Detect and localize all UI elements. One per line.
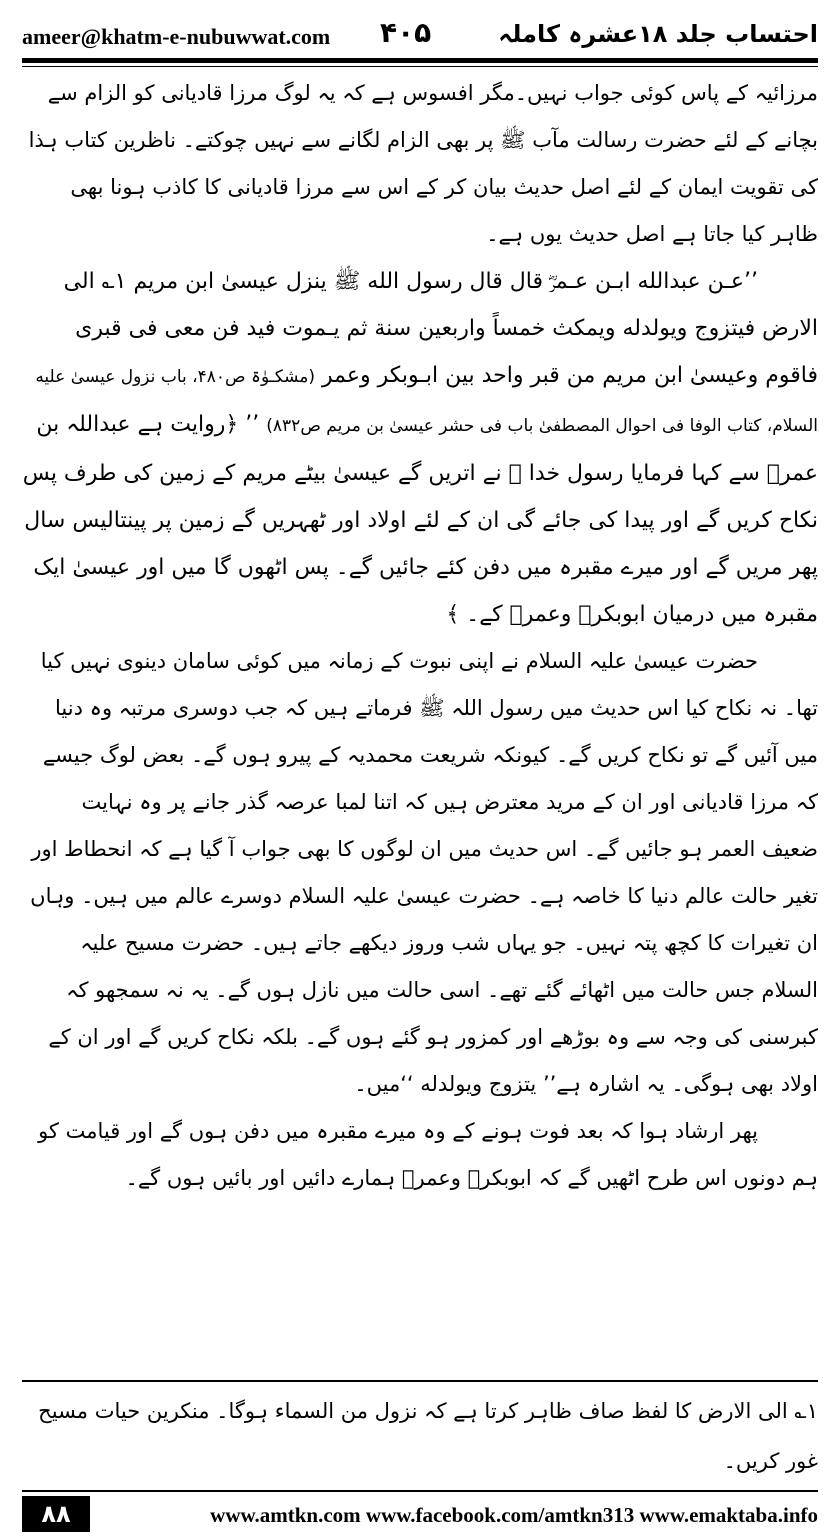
ornament-close-icon: ﴾ xyxy=(446,602,460,627)
page-header xyxy=(22,10,818,62)
header-rule-thin xyxy=(22,66,818,67)
paragraph-burial: پھر ارشاد ہوا کہ بعد فوت ہونے کے وہ میرے مقبرہ میں دفن ہوں گے اور قیامت کو ہم دونوں اس طرح اٹھیں گے کہ ابوبکرؓ وعمرؓ ہمارے دائیں اور بائیں ہوں گے۔ xyxy=(38,1119,818,1190)
header-title: احتساب جلد ۱۸عشرہ کاملہ xyxy=(498,20,818,48)
translation-open-quote: ’’ xyxy=(245,412,260,437)
footer-serial-box xyxy=(22,1496,90,1532)
footer-links: www.amtkn.com www.facebook.com/amtkn313 www.emaktaba.info xyxy=(210,1503,818,1527)
hadith-arabic-text: ’’عـن عبدالله ابـن عـمرؓ قال قال رسول الله ﷺ ینزل عیسیٰ ابن مریم ۱؎ الی الارض فیتزوج ویولدله ویمکث خمساً واربعین سنة ثم یـموت فید فن معی فی قبری فاقوم وعیسیٰ ابن مریم من قبر واحد بین ابـوبکر وعمر xyxy=(63,269,818,388)
header-rule-thick xyxy=(22,58,818,63)
paragraph-intro: مرزائیہ کے پاس کوئی جواب نہیں۔مگر افسوس ہے کہ یہ لوگ مرزا قادیانی کو الزام سے بچانے کے لئے حضرت رسالت مآب ﷺ پر بھی الزام لگانے سے نہیں چوکتے۔ ناظرین کتاب ہذا کی تقویت ایمان کے لئے اصل حدیث بیان کر کے اس سے مرزا قادیانی کا کاذب ہونا بھی ظاہر کیا جاتا ہے اصل حدیث یوں ہے۔ xyxy=(28,81,818,246)
paragraph-explanation: حضرت عیسیٰ علیہ السلام نے اپنی نبوت کے زمانہ میں کوئی سامان دینوی نہیں کیا تھا۔ نہ نکاح کیا اس حدیث میں رسول اللہ ﷺ فرماتے ہیں کہ جب دوسری مرتبہ وہ دنیا میں آئیں گے تو نکاح کریں گے۔ کیونکہ شریعت محمدیہ کے پیرو ہوں گے۔ بعض لوگ جیسے کہ مرزا قادیانی اور ان کے مرید معترض ہیں کہ اتنا لمبا عرصہ گذر جانے پر وہ نہایت ضعیف العمر ہو جائیں گے۔ اس حدیث میں ان لوگوں کا بھی جواب آ گیا ہے کہ انحطاط اور تغیر حالت عالم دنیا کا خاصہ ہے۔ حضرت عیسیٰ علیہ السلام دوسرے عالم میں ہیں۔ وہاں ان تغیرات کا کچھ پتہ نہیں۔ جو یہاں شب وروز دیکھے جاتے ہیں۔ حضرت مسیح علیہ السلام جس حالت میں اٹھائے گئے تھے۔ اسی حالت میں نازل ہوں گے۔ یہ نہ سمجھو کہ کبرسنی کی وجہ سے وہ بوڑھے اور کمزور ہو گئے ہوں گے۔ بلکہ نکاح کریں گے اور ان کے اولاد بھی ہوگی۔ یہ اشارہ ہے’’ یتزوج ویولدله ‘‘میں۔ xyxy=(30,649,818,1096)
footnote: ۱؎ الی الارض کا لفظ صاف ظاہر کرتا ہے کہ نزول من السماء ہوگا۔ منکرین حیات مسیح غور کریں۔ xyxy=(38,1399,818,1473)
ornament-open-icon: ﴿ xyxy=(225,412,239,437)
page-body xyxy=(22,70,818,1202)
hadith-arabic xyxy=(22,258,818,638)
footer-serial: ۸۸ xyxy=(41,1500,71,1528)
hadith-reference: (مشکـوٰۃ ص۴۸۰، باب نزول عیسیٰ علیه السلام، کتاب الوفا فی احوال المصطفیٰ باب فی حشر عیسیٰ بن مریم ص۸۳۲) xyxy=(35,367,818,436)
footnote-divider xyxy=(22,1380,818,1382)
header-page-number: ۴۰۵ xyxy=(380,16,432,49)
footer-rule xyxy=(22,1490,818,1492)
hadith-translation: روایت ہے عبداللہ بن عمرؓ سے کہا فرمایا رسول خدا ﷺ نے اتریں گے عیسیٰ بیٹے مریم کے زمین کی طرف پس نکاح کریں گے اور پیدا کی جائے گی ان کے لئے اولاد اور ٹھہریں گے زمین پر پینتالیس سال پھر مریں گے اور میرے مقبرہ میں دفن کئے جائیں گے۔ پس اٹھوں گا میں اور عیسیٰ ایک مقبرہ میں درمیان ابوبکرؓ وعمرؓ کے۔ xyxy=(22,412,818,627)
header-email: ameer@khatm-e-nubuwwat.com xyxy=(22,24,331,49)
